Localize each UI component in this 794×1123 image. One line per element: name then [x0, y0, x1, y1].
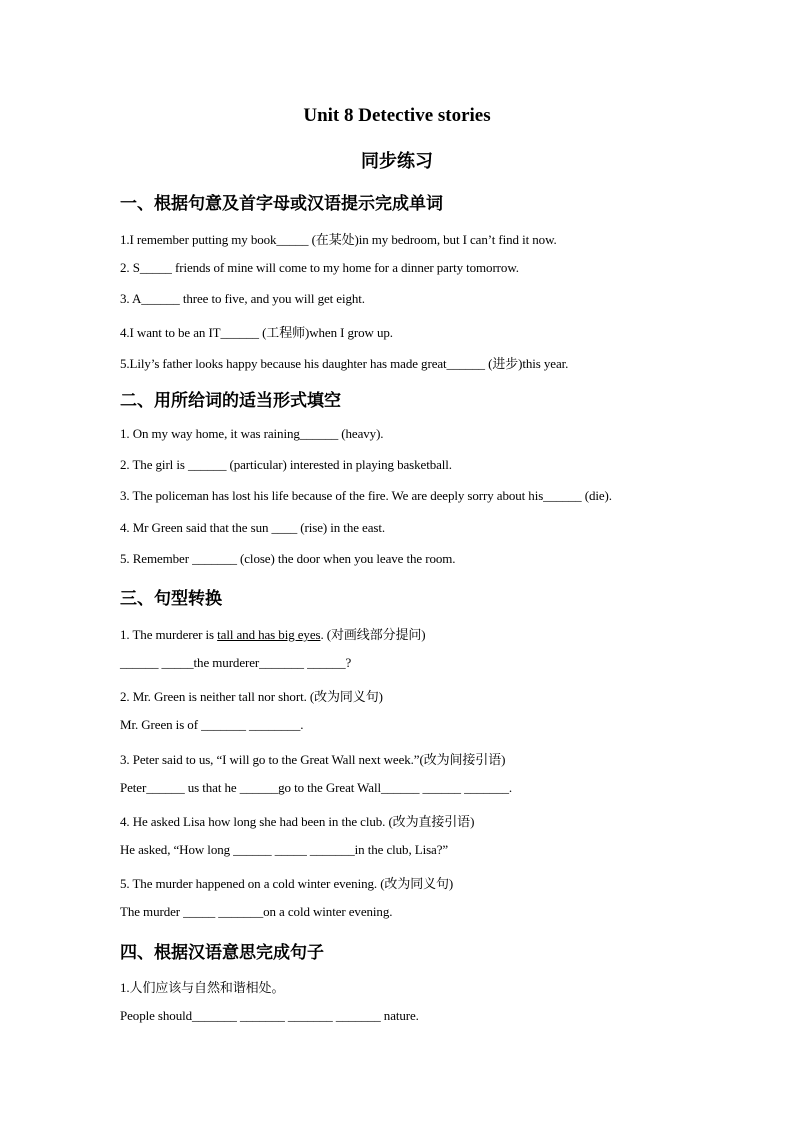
section2-question-4: 4. Mr Green said that the sun ____ (rise) in the east. [120, 520, 386, 535]
section1-question-1: 1.I remember putting my book_____ (在某处)in my bedroom, but I can’t find it now. [120, 232, 557, 247]
section3-answer-5: The murder _____ _______on a cold winter evening. [120, 904, 393, 919]
section2-question-5: 5. Remember _______ (close) the door when you leave the room. [120, 551, 456, 566]
section3-answer-1: ______ _____the murderer_______ ______? [120, 655, 352, 670]
section1-question-3: 3. A______ three to five, and you will get eight. [120, 291, 365, 306]
q1-suffix: . (对画线部分提问) [320, 627, 426, 642]
section2-heading: 二、用所给词的适当形式填空 [120, 391, 341, 411]
section3-question-4: 4. He asked Lisa how long she had been in the club. (改为直接引语) [120, 814, 475, 829]
section4-heading: 四、根据汉语意思完成句子 [120, 943, 324, 963]
section3-question-5: 5. The murder happened on a cold winter evening. (改为同义句) [120, 876, 454, 891]
section1-question-2: 2. S_____ friends of mine will come to my home for a dinner party tomorrow. [120, 260, 519, 275]
section4-question-1: 1.人们应该与自然和谐相处。 [120, 980, 285, 995]
section2-question-3: 3. The policeman has lost his life because of the fire. We are deeply sorry about his______ (die). [120, 488, 612, 503]
section3-heading: 三、句型转换 [120, 589, 222, 609]
section1-question-5: 5.Lily’s father looks happy because his daughter has made great______ (进步)this year. [120, 356, 569, 371]
section3-answer-2: Mr. Green is of _______ ________. [120, 717, 304, 732]
section3-answer-3: Peter______ us that he ______go to the Great Wall______ ______ _______. [120, 780, 513, 795]
section2-question-1: 1. On my way home, it was raining______ (heavy). [120, 426, 384, 441]
section3-question-1 [120, 624, 426, 643]
section1-heading: 一、根据句意及首字母或汉语提示完成单词 [120, 194, 443, 214]
section2-question-2: 2. The girl is ______ (particular) interested in playing basketball. [120, 457, 452, 472]
section1-question-4: 4.I want to be an IT______ (工程师)when I grow up. [120, 325, 393, 340]
page-subtitle: 同步练习 [361, 151, 433, 172]
section4-answer-1: People should_______ _______ _______ _______ nature. [120, 1008, 419, 1023]
section3-question-3: 3. Peter said to us, “I will go to the Great Wall next week.”(改为间接引语) [120, 752, 506, 767]
q1-prefix: 1. The murderer is [120, 627, 218, 642]
section3-answer-4: He asked, “How long ______ _____ _______in the club, Lisa?” [120, 842, 449, 857]
q1-underlined-part: tall and has big eyes [217, 627, 321, 642]
section3-question-2: 2. Mr. Green is neither tall nor short. (改为同义句) [120, 689, 383, 704]
page-title: Unit 8 Detective stories [303, 105, 491, 126]
